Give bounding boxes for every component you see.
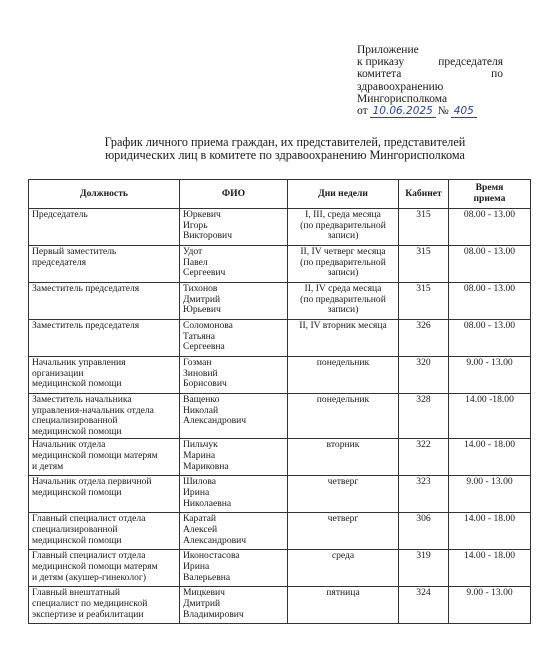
cell-days-line: (по предварительной [300, 293, 386, 305]
cell-position-line: Заместитель председателя [32, 320, 140, 331]
cell-days [288, 513, 399, 550]
cell-days-line: вторник [326, 439, 360, 451]
cell-position [29, 357, 180, 394]
cell-position-line: Первый заместитель [32, 246, 117, 257]
cell-name-line: Владимирович [183, 608, 244, 620]
cell-name-line: Удот [183, 246, 203, 257]
appendix-header [357, 44, 503, 118]
header-time-line: приема [473, 193, 506, 204]
cell-name-line: Дмитрий [183, 293, 221, 305]
cell-position-line: экспертизе и реабилитации [32, 608, 144, 620]
cell-name-line: Алексей [183, 523, 218, 535]
cell-days-line: среда [331, 550, 355, 562]
cell-position-line: Главный специалист отдела [32, 550, 146, 562]
cell-position-line: Председатель [32, 209, 88, 220]
appendix-text: по [491, 68, 503, 81]
cell-days-line: пятница [326, 587, 360, 599]
cell-name-line: Шилова [183, 476, 217, 488]
cell-days-line: четверг [327, 476, 359, 488]
header-time-line: Время [475, 182, 504, 194]
cell-name-line: Игорь [183, 219, 208, 231]
appendix-text: здравоохранению [357, 80, 444, 93]
cell-name-line: Соломонова [183, 320, 233, 331]
cell-name-line: Тихонов [183, 283, 218, 294]
cell-position [29, 550, 180, 587]
cell-position-line: медицинской помощи [32, 486, 122, 498]
cell-position [29, 587, 180, 624]
appendix-text: Мингорисполкома [357, 92, 448, 105]
cell-days [288, 439, 399, 476]
cell-position-line: медицинской помощи матерям [32, 560, 158, 572]
number-sign: № [437, 105, 449, 118]
cell-days-line: записи) [327, 230, 359, 242]
cell-days-line: понедельник [316, 394, 370, 405]
appendix-line-2 [357, 56, 503, 68]
cell-name-line: Мицкевич [183, 587, 225, 599]
table-body [29, 209, 531, 624]
cell-room: 328 [399, 394, 449, 439]
cell-name-line: Ирина [183, 560, 210, 572]
cell-days [288, 246, 399, 283]
order-date: 10.06.2025 [370, 105, 436, 118]
title-line: юридических лиц в комитете по здравоохранению Мингорисполкома [105, 148, 465, 162]
reception-schedule-table [28, 179, 531, 624]
cell-time: 9.00 - 13.00 [449, 357, 531, 394]
cell-time: 14.00 - 18.00 [449, 439, 531, 476]
cell-name-line: Татьяна [183, 330, 216, 342]
cell-time: 9.00 - 13.00 [449, 587, 531, 624]
from-label: от [357, 105, 368, 118]
cell-name [180, 587, 288, 624]
cell-days [288, 320, 399, 357]
cell-name-line: Пильчук [183, 439, 218, 451]
cell-days-line: II, IV четверг месяца [300, 246, 386, 257]
cell-name [180, 320, 288, 357]
cell-position-line: медицинской помощи матерям [32, 449, 158, 461]
table-row [29, 513, 531, 550]
cell-room: 320 [399, 357, 449, 394]
cell-name-line: Ващенко [183, 394, 220, 405]
appendix-text: к приказу [357, 56, 405, 69]
cell-name-line: Гозман [183, 357, 212, 368]
cell-position-line: и детям [32, 460, 64, 472]
header-room: Кабинет [399, 180, 449, 209]
cell-position [29, 283, 180, 320]
cell-days-line: (по предварительной [300, 219, 386, 231]
cell-room: 315 [399, 283, 449, 320]
cell-room: 315 [399, 209, 449, 246]
table-row [29, 357, 531, 394]
cell-name-line: Юрьевич [183, 304, 221, 316]
table-row [29, 587, 531, 624]
header-time [449, 180, 531, 209]
cell-position-line: председателя [32, 256, 86, 268]
cell-days-line: четверг [327, 513, 359, 525]
cell-days [288, 209, 399, 246]
appendix-text: комитета [357, 68, 402, 81]
cell-name-line: Валерьевна [183, 571, 231, 583]
cell-position-line: специалист по медицинской [32, 597, 148, 609]
cell-days [288, 357, 399, 394]
cell-position-line: медицинской помощи [32, 534, 122, 546]
order-reference [357, 105, 503, 118]
appendix-line-3 [357, 68, 503, 80]
cell-name-line: Николаевна [183, 497, 232, 509]
cell-room: 306 [399, 513, 449, 550]
cell-name-line: Александрович [183, 534, 247, 546]
cell-position-line: Начальник отдела первичной [32, 476, 152, 488]
cell-name [180, 513, 288, 550]
cell-time: 08.00 - 13.00 [449, 320, 531, 357]
cell-name-line: Мариковна [183, 460, 229, 472]
cell-name [180, 246, 288, 283]
cell-name-line: Сергеевич [183, 267, 226, 279]
cell-name [180, 550, 288, 587]
cell-name-line: Викторович [183, 230, 233, 242]
cell-name-line: Ирина [183, 486, 210, 498]
cell-days [288, 550, 399, 587]
cell-room: 322 [399, 439, 449, 476]
cell-room: 319 [399, 550, 449, 587]
cell-position-line: Заместитель начальника [32, 394, 132, 405]
cell-days-line: записи) [327, 267, 359, 279]
title-line: График личного приема граждан, их представителей, представителей [104, 135, 466, 149]
cell-days-line: II, IV вторник месяца [299, 320, 387, 331]
table-row [29, 209, 531, 246]
cell-position-line: специализированной [32, 415, 118, 427]
table-header-row [29, 180, 531, 209]
appendix-label: Приложение [357, 44, 419, 56]
cell-position-line: медицинской помощи [32, 425, 122, 437]
cell-position-line: медицинской помощи [32, 378, 122, 390]
cell-name-line: Николай [183, 404, 219, 416]
cell-room: 323 [399, 476, 449, 513]
cell-position [29, 209, 180, 246]
cell-days [288, 394, 399, 439]
table-row [29, 246, 531, 283]
table-row [29, 320, 531, 357]
cell-time: 08.00 - 13.00 [449, 246, 531, 283]
cell-room: 315 [399, 246, 449, 283]
header-days: Дни недели [288, 180, 399, 209]
cell-position-line: Главный внештатный [32, 587, 121, 599]
cell-position-line: Начальник отдела [32, 439, 106, 451]
cell-room: 324 [399, 587, 449, 624]
cell-time: 14.00 - 18.00 [449, 513, 531, 550]
cell-name-line: Сергеевна [183, 341, 225, 353]
cell-name-line: Каратай [183, 513, 217, 525]
cell-name-line: Павел [183, 256, 208, 268]
cell-position-line: специализированной [32, 523, 118, 535]
cell-name-line: Зиновий [183, 367, 218, 379]
cell-days [288, 587, 399, 624]
cell-position [29, 476, 180, 513]
cell-days-line: I, III, среда месяца [305, 209, 381, 220]
cell-name [180, 209, 288, 246]
cell-name-line: Иконостасова [183, 550, 240, 562]
cell-name [180, 476, 288, 513]
cell-time: 08.00 - 13.00 [449, 209, 531, 246]
cell-time: 08.00 - 13.00 [449, 283, 531, 320]
cell-time: 14.00 -18.00 [449, 394, 531, 439]
cell-name [180, 357, 288, 394]
cell-days-line: II, IV среда месяца [304, 283, 382, 294]
cell-name-line: Дмитрий [183, 597, 221, 609]
header-position: Должность [29, 180, 180, 209]
cell-name [180, 439, 288, 476]
table-row [29, 476, 531, 513]
cell-time: 14.00 - 18.00 [449, 550, 531, 587]
cell-position [29, 394, 180, 439]
cell-name [180, 283, 288, 320]
order-number: 405 [451, 105, 477, 118]
cell-days-line: понедельник [316, 357, 370, 368]
cell-position [29, 513, 180, 550]
cell-position [29, 246, 180, 283]
cell-position-line: управления-начальник отдела [32, 404, 154, 416]
cell-name-line: Марина [183, 449, 216, 461]
cell-position-line: Начальник управления [32, 357, 126, 368]
table-row [29, 439, 531, 476]
cell-position-line: Заместитель председателя [32, 283, 140, 294]
table-row [29, 283, 531, 320]
cell-position-line: организации [32, 367, 84, 379]
cell-name-line: Юркевич [183, 209, 221, 220]
cell-days [288, 283, 399, 320]
cell-position [29, 439, 180, 476]
cell-name-line: Борисович [183, 378, 227, 390]
table-row [29, 550, 531, 587]
cell-days-line: (по предварительной [300, 256, 386, 268]
cell-days [288, 476, 399, 513]
cell-position [29, 320, 180, 357]
appendix-text: председателя [438, 56, 503, 69]
cell-position-line: Главный специалист отдела [32, 513, 146, 525]
header-name: ФИО [180, 180, 288, 209]
cell-name [180, 394, 288, 439]
cell-name-line: Александрович [183, 415, 247, 427]
cell-days-line: записи) [327, 304, 359, 316]
cell-position-line: и детям (акушер-гинеколог) [32, 571, 147, 583]
cell-room: 326 [399, 320, 449, 357]
cell-time: 9.00 - 13.00 [449, 476, 531, 513]
document-title [60, 136, 510, 162]
table-row [29, 394, 531, 439]
